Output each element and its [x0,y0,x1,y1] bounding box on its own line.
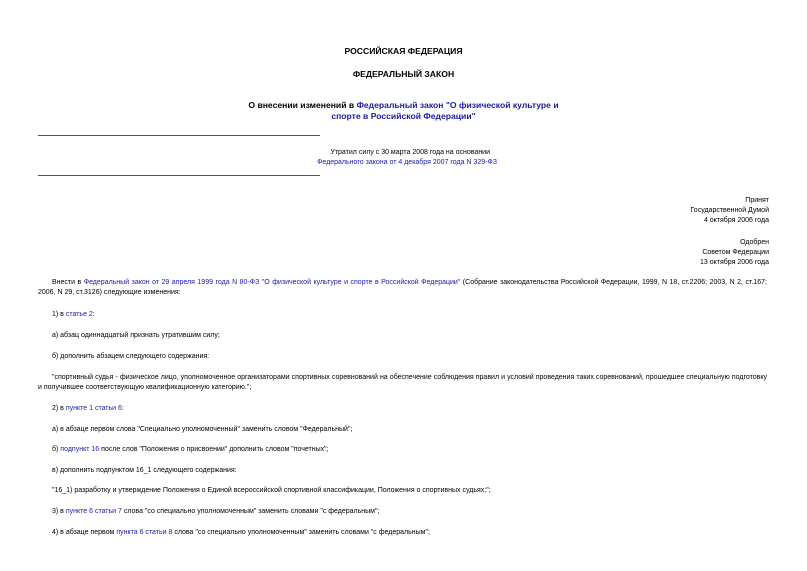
item-2c: в) дополнить подпунктом 16_1 следующего содержания: [52,467,237,474]
adoption-duma-line1: Принят [745,197,769,204]
article-2-link[interactable]: статье 2 [65,311,93,318]
item-3: 3) в пункте 6 статьи 7 слова "со специально уполномоченным" заменить словами "с федеральным"; [52,508,380,515]
definition-quote: "спортивный судья - физическое лицо, уполномоченное организаторами спортивных соревнований на обеспечение соблюдения правил и условий проведения таких соревнований, прошедшее специальную подготовку и получившее соответствующую квалификационную категорию."; [38,374,767,391]
subpoint-16-link[interactable]: подпункт 16 [60,446,100,453]
document-type-heading: ФЕДЕРАЛЬНЫЙ ЗАКОН [352,69,455,79]
item-1: 1) в статье 2: [52,311,95,318]
adoption-duma-line2: Государственной Думой [690,207,769,214]
article-6-link[interactable]: пункте 1 статьи 6 [65,405,122,412]
item-1a: а) абзац одиннадцатый признать утратившим силу; [52,332,220,339]
adoption-duma [690,196,769,226]
article-7-link[interactable]: пункте 6 статьи 7 [65,508,122,515]
status-line1: Утратил силу с 30 марта 2008 года на основании [330,149,490,156]
title-prefix: О внесении изменений в [248,100,357,110]
approval-line2: Советом Федерации [702,249,769,256]
intro-law-link[interactable]: Федеральный закон от 29 апреля 1999 года N 80-ФЗ "О физической культуре и спорте в Российской Федерации" [83,279,461,286]
item-2b: б) подпункт 16 после слов "Положения о присвоении" дополнить словом "почетных"; [52,446,329,453]
item-4: 4) в абзаце первом пункта 6 статьи 8 слова "со специально уполномоченным" заменить словами "с федеральным"; [52,529,430,536]
status-repeal-link[interactable]: Федерального закона от 4 декабря 2007 года N 329-ФЗ [317,159,497,166]
item-2: 2) в пункте 1 статьи 6: [52,405,124,412]
item-1b: б) дополнить абзацем следующего содержания: [52,353,210,360]
title-law-link[interactable]: Федеральный закон "О физической культуре и [356,100,559,110]
document-title [0,100,807,122]
item-2c-quote: "16_1) разработку и утверждение Положения о Единой всероссийской спортивной классификации, Положения о спортивных судьях;"; [52,487,491,494]
divider-top [38,135,320,136]
article-8-link[interactable]: пункта 6 статьи 8 [116,529,173,536]
approval-line1: Одобрен [740,239,769,246]
item-2a: а) в абзаце первом слова "Специально уполномоченный" заменить словом "Федеральный"; [52,426,353,433]
adoption-duma-date: 4 октября 2006 года [703,217,769,224]
title-law-link-line2[interactable]: спорте в Российской Федерации" [331,111,476,121]
intro-paragraph: Внести в Федеральный закон от 29 апреля 1999 года N 80-ФЗ "О физической культуре и спорте в Российской Федерации" (Собрание законодательства Российской Федерации, 1999, N 18, ст.2206; 2003, N 2, ст.167; 2006, N 29, ст.3126) следующие изменения: [38,279,767,296]
approval-date: 13 октября 2006 года [700,259,769,266]
country-heading: РОССИЙСКАЯ ФЕДЕРАЦИЯ [344,46,463,56]
divider-bottom [38,175,320,176]
approval-federation-council [700,238,769,268]
